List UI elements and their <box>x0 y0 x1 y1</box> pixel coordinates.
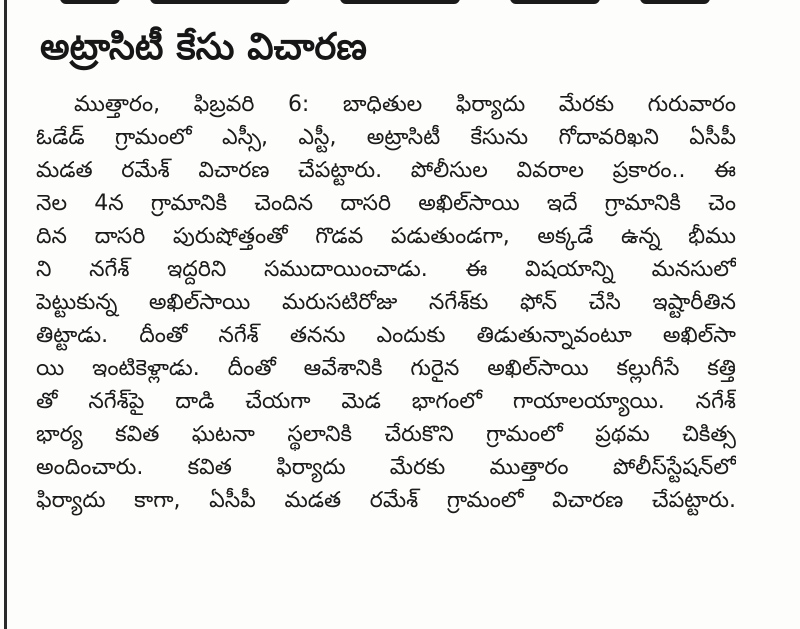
body-line: ముత్తారం, ఫిబ్రవరి 6: బాధితుల ఫిర్యాదు మేరకు గురువారం <box>74 92 736 117</box>
body-line: ఓడేడ్ గ్రామంలో ఎస్సీ, ఎస్టీ, అట్రాసిటీ కేసును గోదావరిఖని ఏసీపీ <box>36 125 736 150</box>
body-line: పెట్టుకున్న అఖిల్‌సాయి మరుసటిరోజు నగేశ్‌కు ఫోన్ చేసి ఇష్టారీతిన <box>36 290 736 315</box>
body-line: మడత రమేశ్ విచారణ చేపట్టారు. పోలీసుల వివరాల ప్రకారం.. ఈ <box>36 158 736 183</box>
body-line: యి ఇంటికెళ్లాడు. దీంతో ఆవేశానికి గురైన అఖిల్‌సాయి కల్లుగీసే కత్తి <box>36 356 736 381</box>
body-line: తిట్టాడు. దీంతో నగేశ్ తనను ఎందుకు తిడుతున్నావంటూ అఖిల్‌సా <box>36 323 736 348</box>
body-line: ని నగేశ్ ఇద్దరిని సముదాయించాడు. ఈ విషయాన్ని మనసులో <box>36 257 736 282</box>
body-line: దిన దాసరి పురుషోత్తంతో గొడవ పడుతుండగా, అక్కడే ఉన్న భీము <box>36 224 736 249</box>
body-line: తో నగేశ్‌పై దాడి చేయగా మెడ భాగంలో గాయాలయ్యాయి. నగేశ్ <box>36 389 736 414</box>
body-line: అందించారు. కవిత ఫిర్యాదు మేరకు ముత్తారం పోలీస్‌స్టేషన్‌లో <box>36 455 736 480</box>
cropped-previous-line <box>40 0 730 10</box>
body-line: నెల 4న గ్రామానికి చెందిన దాసరి అఖిల్‌సాయి ఇదే గ్రామానికి చెం <box>36 191 736 216</box>
column-divider <box>4 0 7 629</box>
article-headline: అట్రాసిటీ కేసు విచారణ <box>40 25 367 68</box>
article-body <box>36 88 736 517</box>
body-line: ఫిర్యాదు కాగా, ఏసీపీ మడత రమేశ్ గ్రామంలో విచారణ చేపట్టారు. <box>36 488 736 513</box>
body-line: భార్య కవిత ఘటనా స్థలానికి చేరుకొని గ్రామంలో ప్రథమ చికిత్స <box>36 422 736 447</box>
